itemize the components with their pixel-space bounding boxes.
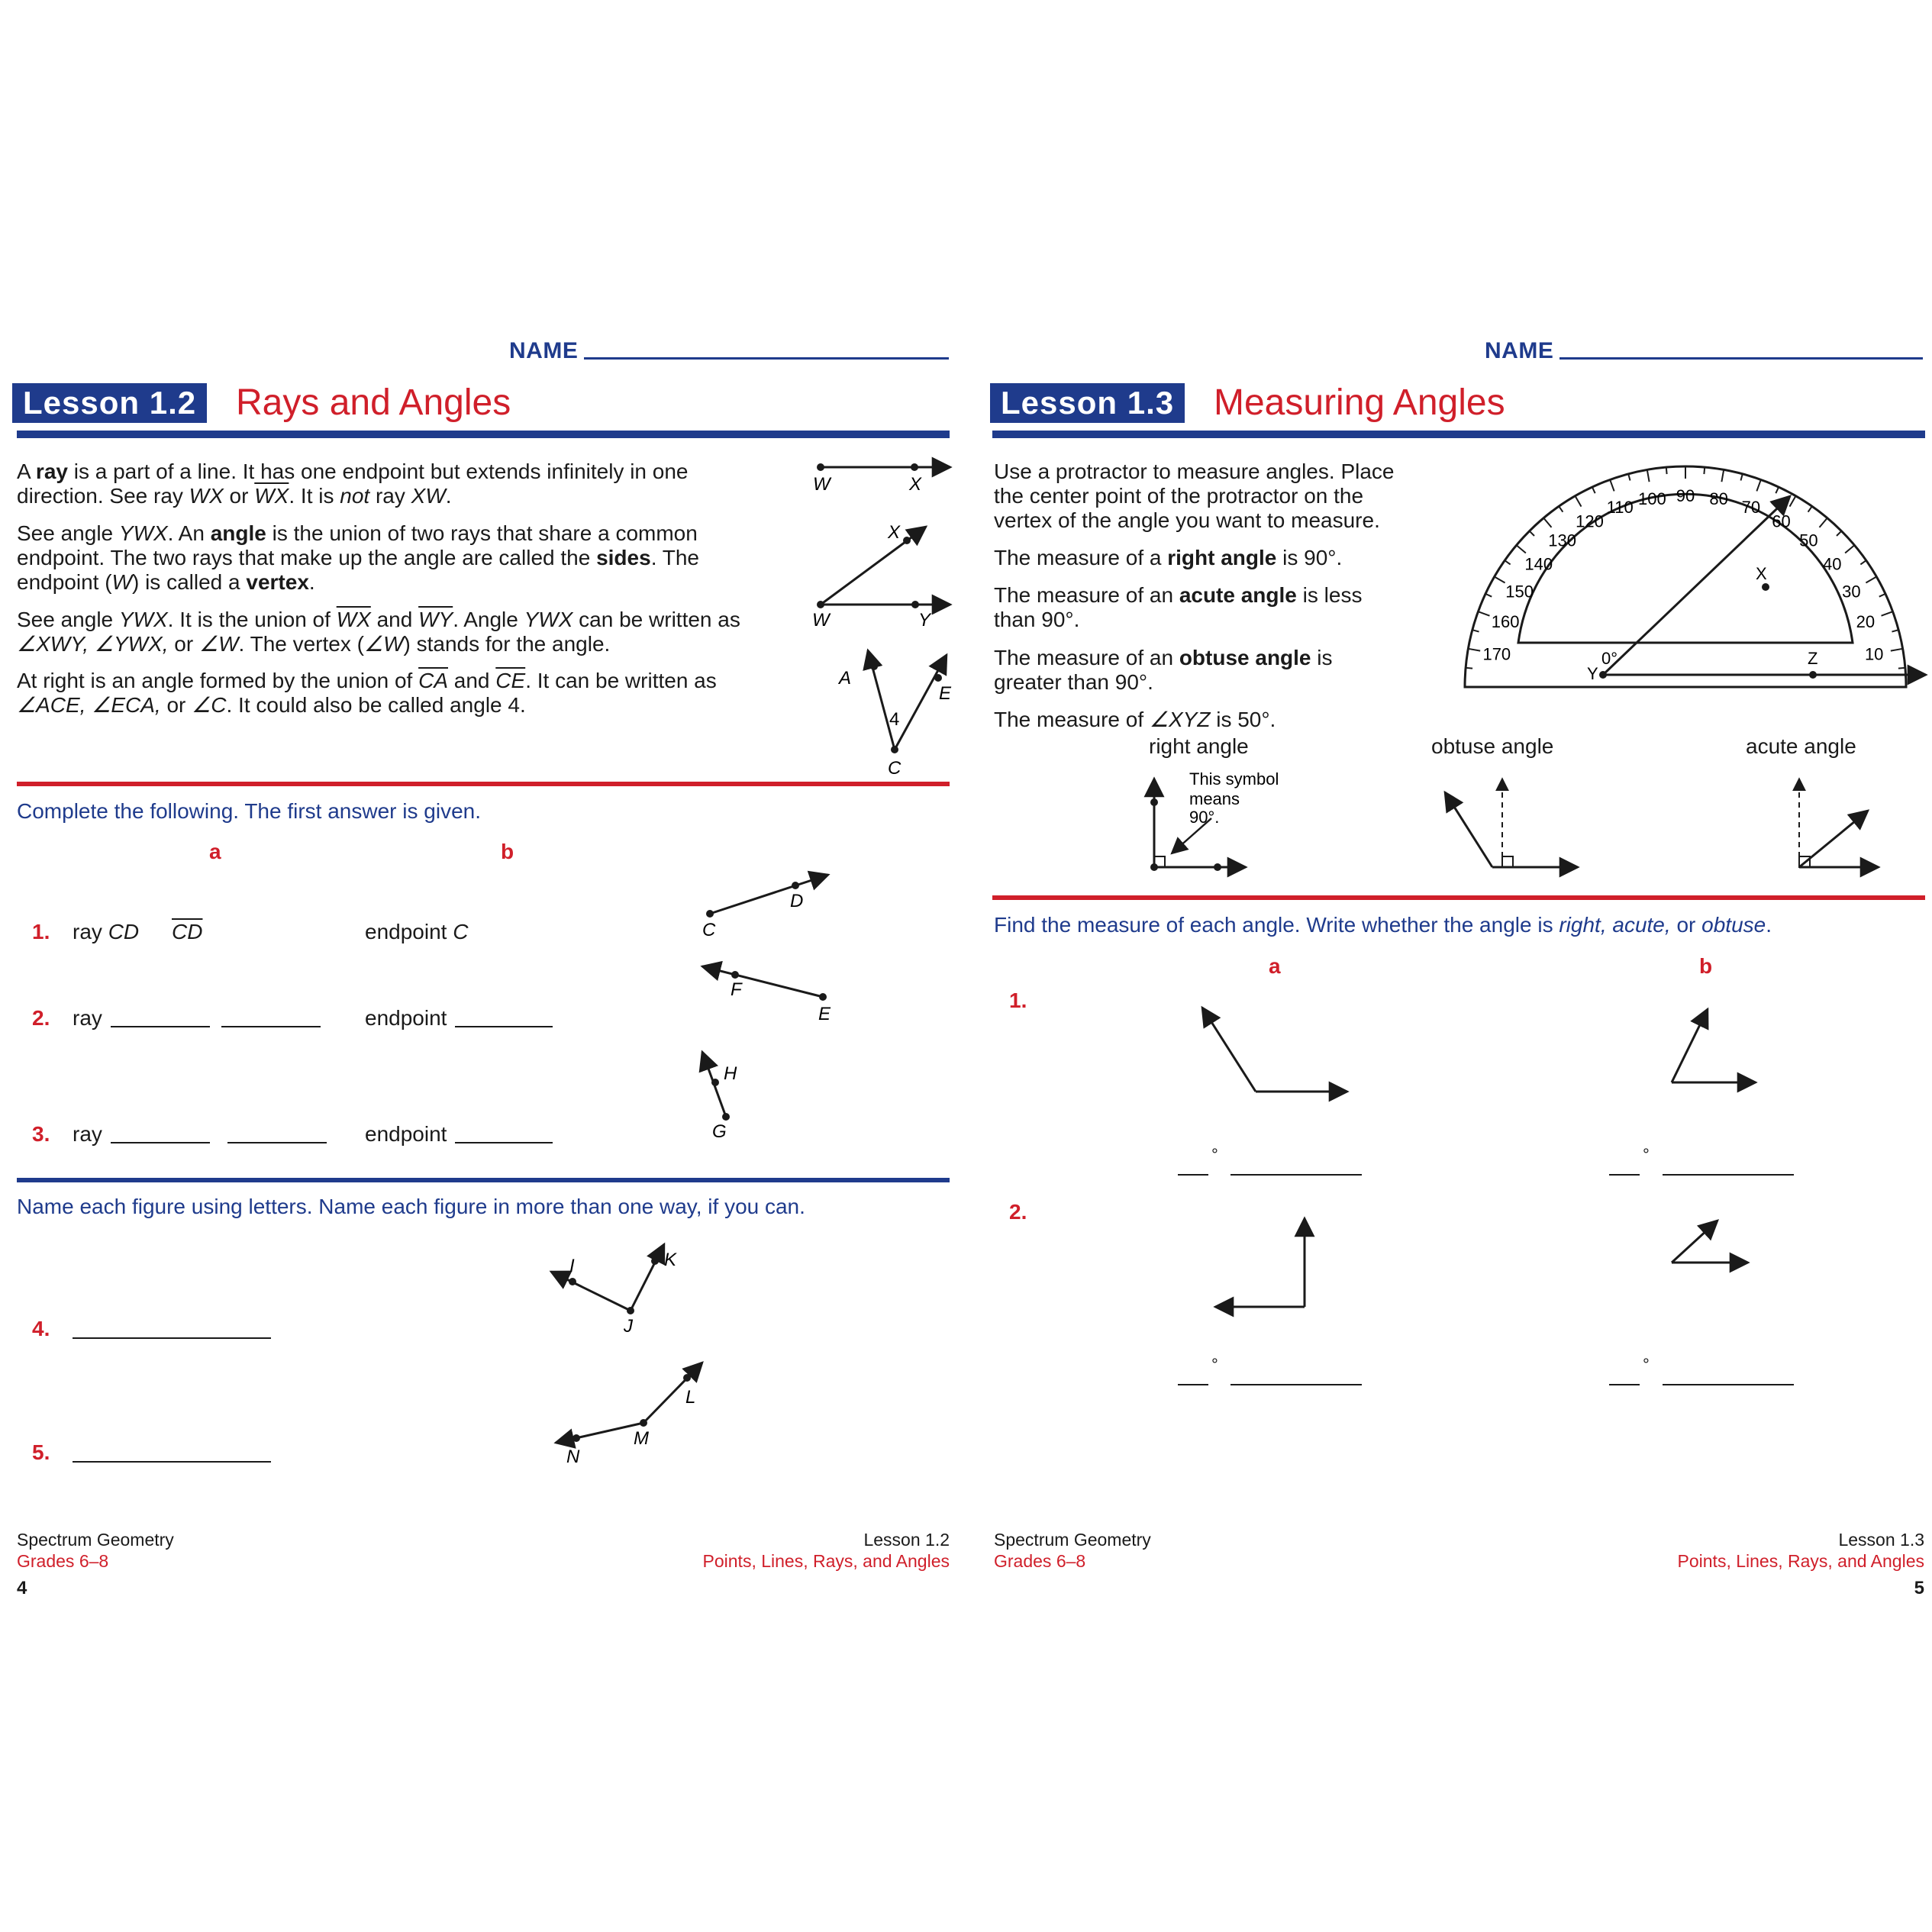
protractor-label-70: 70 [1741, 498, 1761, 518]
intro-paragraph-2: The measure of a right angle is 90°. [994, 546, 1343, 569]
column-b-header: b [501, 840, 514, 863]
label-j: J [624, 1316, 633, 1337]
protractor-label-100: 100 [1638, 489, 1666, 508]
protractor-tick [1495, 577, 1505, 583]
page-number: 4 [17, 1578, 27, 1598]
label-f: F [731, 979, 742, 1000]
label-x: X [1756, 564, 1767, 583]
name-label: NAME [1485, 338, 1554, 363]
label-z: Z [1808, 649, 1818, 668]
symbol-note-line-2: means [1189, 789, 1240, 808]
protractor-tick [1559, 506, 1563, 511]
section1-instruction: Complete the following. The first answer is given. [17, 799, 481, 823]
footer-lesson: Lesson 1.2 [863, 1530, 950, 1550]
measure-angle-figures [1195, 992, 1897, 1313]
question-3-ray-label: ray [73, 1122, 102, 1146]
protractor-label-130: 130 [1548, 531, 1577, 550]
question-4-answer-blank[interactable] [73, 1319, 271, 1339]
protractor-tick [1666, 467, 1667, 474]
protractor-tick [1740, 474, 1742, 481]
protractor-tick [1530, 531, 1534, 536]
question-5-number: 5. [32, 1440, 50, 1464]
footer-book: Spectrum Geometry [994, 1530, 1151, 1550]
protractor-tick [1837, 531, 1841, 536]
label-d: D [790, 891, 804, 911]
name-label: NAME [509, 338, 579, 363]
protractor-tick [1860, 560, 1866, 564]
name-field-line[interactable] [1559, 357, 1923, 360]
question-2-endpoint-blank[interactable] [455, 1008, 553, 1027]
answer-1b-degrees[interactable] [1609, 1156, 1640, 1176]
label-w: W [813, 474, 831, 495]
label-g: G [712, 1121, 727, 1142]
section2-instruction: Name each figure using letters. Name each figure in more than one way, if you can. [17, 1195, 805, 1218]
label-h: H [724, 1063, 737, 1084]
page-number: 5 [1914, 1578, 1924, 1598]
answer-2b-degrees[interactable] [1609, 1366, 1640, 1385]
intro-paragraph-4: The measure of an obtuse angle is greater than 90°. [994, 646, 1333, 694]
ray-ef-figure [702, 966, 831, 1024]
angle-lmn-figure [556, 1363, 702, 1467]
protractor-tick [1478, 611, 1489, 615]
column-a-header: a [1269, 954, 1281, 978]
question-5-answer-blank[interactable] [73, 1443, 271, 1463]
protractor-tick [1892, 630, 1898, 631]
question-1-endpoint: endpoint C [365, 920, 469, 943]
angle-figures [550, 1237, 718, 1473]
protractor-label-40: 40 [1823, 554, 1842, 574]
intro-paragraph-4: At right is an angle formed by the union of $\overline{CA}$ and $\overline{CE}$. It can be written as ∠ACE, ∠ECA, or ∠C. It could also be called angle 4. [17, 669, 717, 717]
symbol-note-line-1: This symbol [1189, 769, 1279, 789]
protractor-tick [1845, 545, 1854, 553]
label-c: C [888, 758, 901, 779]
protractor-label-80: 80 [1709, 489, 1728, 508]
column-a-header: a [209, 840, 221, 863]
column-b-header: b [1699, 954, 1713, 978]
label-angle-4: 4 [889, 709, 900, 730]
angle-1a [1202, 1008, 1347, 1092]
protractor-tick [1505, 560, 1510, 564]
protractor-tick [1704, 467, 1705, 474]
question-3-ray-blank-1[interactable] [111, 1124, 210, 1143]
protractor-tick [1517, 545, 1526, 553]
protractor-inner-arc [1518, 494, 1853, 643]
intro-paragraph-3: The measure of an acute angle is less than 90°. [994, 583, 1363, 631]
question-3-ray-blank-2[interactable] [227, 1124, 327, 1143]
protractor-tick [1891, 649, 1903, 651]
protractor-tick [1879, 594, 1885, 597]
title-rule [992, 431, 1925, 438]
label-c: C [702, 920, 716, 940]
intro-paragraph-1: Use a protractor to measure angles. Place the center point of the protractor on the vertex of the angle you want to measure. [994, 460, 1395, 532]
question-2-number: 2. [1009, 1200, 1027, 1224]
title-rule [17, 431, 950, 438]
angle-2a [1215, 1218, 1305, 1307]
footer-topic: Points, Lines, Rays, and Angles [1677, 1551, 1924, 1571]
angle-ywx-figure [812, 522, 950, 631]
protractor-tick [1790, 496, 1796, 507]
obtuse-angle-example [1445, 779, 1578, 867]
label-y: Y [1587, 664, 1598, 683]
name-field-line[interactable] [584, 357, 949, 360]
question-2-number: 2. [32, 1006, 50, 1030]
answer-1b-type[interactable] [1663, 1156, 1794, 1176]
symbol-note-line-3: 90°. [1189, 808, 1220, 827]
degree-symbol: ° [1643, 1145, 1650, 1164]
question-1-ray: ray CD [73, 920, 140, 943]
protractor-tick [1776, 487, 1779, 493]
label-x: X [909, 474, 922, 495]
answer-1a-type[interactable] [1230, 1156, 1362, 1176]
protractor-label-50: 50 [1799, 531, 1818, 550]
degree-symbol: ° [1211, 1145, 1218, 1164]
protractor-label-160: 160 [1491, 612, 1520, 632]
angle-type-examples [1141, 763, 1843, 878]
question-1-number: 1. [1009, 989, 1027, 1012]
question-2-ray-blank-1[interactable] [111, 1008, 210, 1027]
label-m: M [634, 1428, 649, 1449]
question-1-answer: $\overline{CD}$ [172, 920, 203, 943]
intro-paragraph-2: See angle YWX. An angle is the union of two rays that share a common endpoint. The two rays that make up the angle are called the sides. The endpoint (W) is called a vertex. [17, 521, 699, 594]
protractor-label-140: 140 [1524, 554, 1553, 574]
protractor-tick [1721, 469, 1724, 482]
acute-angle-label: acute angle [1746, 734, 1856, 758]
protractor-tick [1647, 469, 1650, 482]
acute-angle-example [1799, 779, 1879, 867]
protractor-tick [1485, 594, 1492, 597]
lesson-title: Measuring Angles [1214, 382, 1505, 423]
section-divider [17, 782, 950, 786]
degree-symbol: ° [1643, 1355, 1650, 1374]
angle-2b [1672, 1221, 1748, 1263]
protractor-label-30: 30 [1842, 582, 1861, 602]
question-3-endpoint-blank[interactable] [455, 1124, 553, 1143]
ray-cd-figure [702, 875, 828, 940]
protractor-tick [1756, 479, 1760, 491]
protractor-label-170: 170 [1482, 644, 1511, 664]
answer-2a-type[interactable] [1230, 1366, 1362, 1385]
label-k: K [664, 1250, 677, 1270]
label-a: A [839, 668, 852, 689]
angle-ijk-figure [551, 1244, 677, 1337]
label-w: W [812, 610, 830, 631]
lesson-badge: Lesson 1.2 [12, 383, 207, 423]
degree-symbol: ° [1211, 1355, 1218, 1374]
angle-1b [1672, 1009, 1756, 1082]
footer-topic: Points, Lines, Rays, and Angles [702, 1551, 950, 1571]
label-x: X [888, 522, 901, 543]
right-angle-label: right angle [1149, 734, 1249, 758]
obtuse-angle-label: obtuse angle [1431, 734, 1554, 758]
question-3-endpoint-label: endpoint [365, 1122, 447, 1146]
angle-ace-figure [837, 650, 952, 779]
right-angle-example [1150, 769, 1279, 871]
label-y: Y [918, 610, 931, 631]
intro-paragraph-5: The measure of ∠XYZ is 50°. [994, 708, 1276, 731]
label-i: I [569, 1256, 575, 1276]
protractor-label-10: 10 [1864, 644, 1884, 664]
ray-figures [687, 863, 847, 1145]
footer-book: Spectrum Geometry [17, 1530, 174, 1550]
answer-2b-type[interactable] [1663, 1366, 1794, 1385]
protractor-tick [1819, 518, 1827, 527]
lesson-title: Rays and Angles [236, 382, 511, 423]
intro-paragraph-1: A ray is a part of a line. It has one endpoint but extends infinitely in one direction. See ray WX or $\overline{WX}$. It is not ray XW. [17, 460, 689, 508]
protractor-tick [1468, 649, 1480, 651]
question-1-number: 1. [32, 920, 50, 943]
intro-paragraph-3: See angle YWX. It is the union of $\overline{WX}$ and $\overline{WY}$. Angle YWX can be written as ∠XWY, ∠YWX, or ∠W. The vertex (∠W) stands for the angle. [17, 608, 740, 656]
answer-1a-degrees[interactable] [1178, 1156, 1208, 1176]
protractor-label-60: 60 [1772, 511, 1791, 531]
footer-lesson: Lesson 1.3 [1838, 1530, 1924, 1550]
protractor-tick [1808, 506, 1812, 511]
protractor-tick [1592, 487, 1595, 493]
question-2-ray-blank-2[interactable] [221, 1008, 321, 1027]
answer-2a-degrees[interactable] [1178, 1366, 1208, 1385]
zero-label: 0° [1601, 649, 1618, 668]
protractor-tick [1466, 668, 1472, 669]
question-3-number: 3. [32, 1122, 50, 1146]
ray-wx-figure [813, 463, 950, 495]
protractor-tick [1576, 496, 1582, 507]
label-e: E [939, 683, 952, 704]
protractor-label-90: 90 [1676, 486, 1695, 505]
question-2-ray-label: ray [73, 1006, 102, 1030]
ray-yx [1603, 496, 1790, 675]
protractor-tick [1898, 668, 1905, 669]
footer-grades: Grades 6–8 [17, 1551, 109, 1571]
protractor-tick [1472, 630, 1479, 631]
protractor-tick [1866, 577, 1876, 583]
label-n: N [566, 1447, 580, 1467]
protractor-tick [1882, 611, 1893, 615]
protractor-tick [1610, 479, 1614, 491]
protractor-tick [1543, 518, 1551, 527]
label-l: L [685, 1387, 696, 1408]
question-4-number: 4. [32, 1317, 50, 1340]
protractor-tick [1628, 474, 1630, 481]
section-divider-2 [17, 1178, 950, 1182]
section-instruction: Find the measure of each angle. Write whether the angle is right, acute, or obtuse. [994, 913, 1772, 937]
lesson-badge: Lesson 1.3 [990, 383, 1185, 423]
label-e: E [818, 1004, 831, 1024]
intro-figures [805, 450, 958, 779]
right-page [966, 0, 1932, 1932]
question-2-endpoint-label: endpoint [365, 1006, 447, 1030]
protractor-label-120: 120 [1576, 511, 1604, 531]
footer-grades: Grades 6–8 [994, 1551, 1086, 1571]
protractor-label-110: 110 [1606, 498, 1634, 518]
protractor-label-20: 20 [1856, 612, 1876, 632]
section-divider [992, 895, 1925, 900]
protractor-label-150: 150 [1505, 582, 1534, 602]
protractor-diagram [1454, 458, 1927, 710]
ray-gh-figure [702, 1052, 737, 1142]
